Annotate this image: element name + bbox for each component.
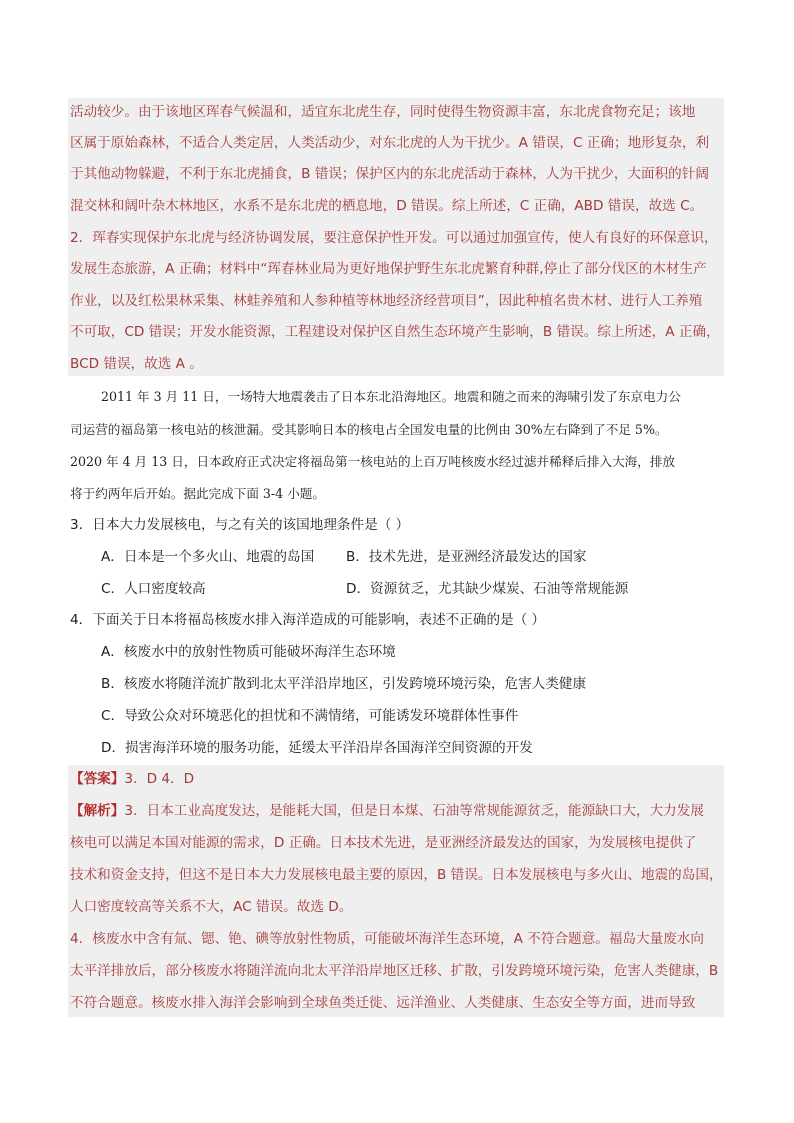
analysis2-first: 3．日本工业高度发达，是能耗大国，但是日本煤、石油等常规能源贫乏，能源缺口大，大力发展	[124, 803, 704, 819]
analysis2-line	[70, 801, 704, 821]
q4-option-b: B．核废水将随洋流扩散到北太平洋沿岸地区，引发跨境环境污染，危害人类健康	[101, 676, 587, 692]
q3-option-d: D．资源贫乏，尤其缺少煤炭、石油等常规能源	[346, 581, 629, 597]
analysis2-line: 核电可以满足本国对能源的需求，D 正确。日本技术先进，是亚洲经济最发达的国家，为发展核电提供了	[70, 835, 697, 851]
question-4-stem: 4．下面关于日本将福岛核废水排入海洋造成的可能影响，表述不正确的是（ ）	[70, 612, 546, 628]
q3-option-a: A．日本是一个多火山、地震的岛国	[101, 549, 315, 565]
question-3-stem: 3．日本大力发展核电，与之有关的该国地理条件是（ ）	[70, 517, 410, 533]
material-line: 将于约两年后开始。据此完成下面 3-4 小题。	[70, 486, 325, 501]
analysis-line: 活动较少。由于该地区珲春气候温和，适宜东北虎生存，同时使得生物资源丰富，东北虎食物充足；该地	[70, 104, 696, 120]
q4-option-d: D．损害海洋环境的服务功能，延缓太平洋沿岸各国海洋空间资源的开发	[101, 740, 533, 756]
answer-label: 【答案】	[70, 771, 125, 787]
analysis-line: BCD 错误，故选 A 。	[70, 356, 203, 372]
q4-option-c: C．导致公众对环境恶化的担忧和不满情绪，可能诱发环境群体性事件	[101, 708, 519, 724]
q3-option-c: C．人口密度较高	[101, 581, 206, 597]
q3-option-b: B．技术先进，是亚洲经济最发达的国家	[346, 549, 587, 565]
analysis2-line: 不符合题意。核废水排入海洋会影响到全球鱼类迁徙、远洋渔业、人类健康、生态安全等方面，进而导致	[70, 995, 696, 1011]
analysis-line: 2．珲春实现保护东北虎与经济协调发展，要注意保护性开发。可以通过加强宣传，使人有良好的环保意识，	[70, 230, 718, 246]
analysis2-line: 人口密度较高等关系不大，AC 错误。故选 D。	[70, 899, 353, 915]
material-line: 2011 年 3 月 11 日，一场特大地震袭击了日本东北沿海地区。地震和随之而来的海啸引发了东京电力公	[101, 389, 681, 404]
q4-option-a: A．核废水中的放射性物质可能破坏海洋生态环境	[101, 644, 396, 660]
material-line: 2020 年 4 月 13 日，日本政府正式决定将福岛第一核电站的上百万吨核废水经过滤并稀释后排入大海，排放	[70, 454, 676, 469]
analysis2-line: 太平洋排放后，部分核废水将随洋流向北太平洋沿岸地区迁移、扩散，引发跨境环境污染，危害人类健康，B	[70, 963, 719, 979]
answer-line	[70, 769, 194, 789]
analysis-line: 不可取，CD 错误；开发水能资源，工程建设对保护区自然生态环境产生影响，B 错误。综上所述，A 正确，	[70, 324, 720, 340]
analysis-line: 作业，以及红松果林采集、林蛙养殖和人参种植等林地经济经营项目”，因此种植名贵木材、进行人工养殖	[70, 293, 703, 309]
answer-text: 3．D 4．D	[124, 771, 195, 787]
analysis2-line: 技术和资金支持，但这不是日本大力发展核电最主要的原因，B 错误。日本发展核电与多火山、地震的岛国，	[70, 867, 723, 883]
analysis-line: 于其他动物躲避，不利于东北虎捕食，B 错误；保护区内的东北虎活动于森林，人为干扰少，大面积的针阔	[70, 166, 709, 182]
analysis-line: 区属于原始森林，不适合人类定居，人类活动少，对东北虎的人为干扰少。A 错误，C 正确；地形复杂，利	[70, 135, 710, 151]
analysis2-line: 4．核废水中含有氚、锶、铯、碘等放射性物质，可能破坏海洋生态环境，A 不符合题意。福岛大量废水向	[70, 931, 704, 947]
material-line: 司运营的福岛第一核电站的核泄漏。受其影响日本的核电占全国发电量的比例由 30%左右降到了不足 5%。	[70, 422, 668, 437]
analysis-line: 混交林和阔叶杂木林地区，水系不是东北虎的栖息地，D 错误。综上所述，C 正确，ABD 错误，故选 C。	[70, 198, 704, 214]
analysis-label: 【解析】	[70, 803, 125, 819]
analysis-line: 发展生态旅游，A 正确；材料中“珲春林业局为更好地保护野生东北虎繁育种群,停止了部分伐区的木材生产	[70, 261, 707, 277]
